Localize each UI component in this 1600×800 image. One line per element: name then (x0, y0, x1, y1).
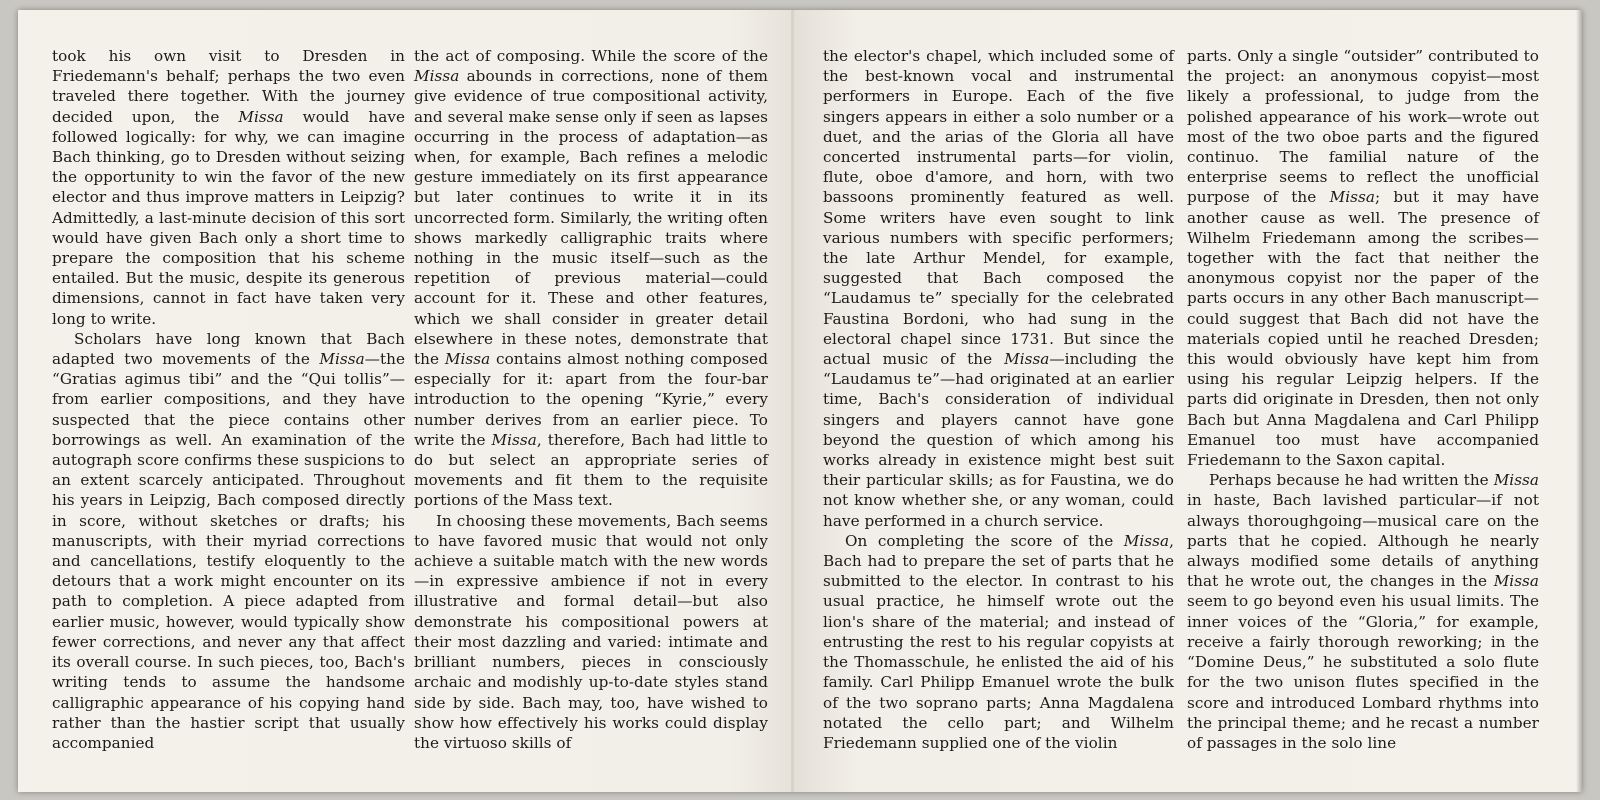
text-column-1 (52, 46, 405, 753)
left-page (18, 10, 792, 792)
text-column-2 (414, 46, 768, 753)
paragraph: the act of composing. While the score of the Missa abounds in corrections, none of them give evidence of true compositional activity, and several make sense only if seen as lapses occurring in the process of adaptation—as when, for example, Bach refines a melodic gesture immediately on its first appearance but later continues to write it in its uncorrected form. Similarly, the writing often shows markedly calligraphic traits where nothing in the music itself—such as the repetition of previous material—could account for it. These and other features, which we shall consider in greater detail elsewhere in these notes, demonstrate that the Missa contains almost nothing composed especially for it: apart from the four-bar introduction to the opening “Kyrie,” every number derives from an earlier piece. To write the Missa, therefore, Bach had little to do but select an appropriate series of movements and fit them to the requisite portions of the Mass text. (414, 47, 768, 510)
text-column-4 (1187, 46, 1539, 753)
paragraph: parts. Only a single “outsider” contributed to the project: an anonymous copyist—most likely a professional, to judge from the polished appearance of his work—wrote out most of the two oboe parts and the figured continuo. The familial nature of the enterprise seems to reflect the unofficial purpose of the Missa; but it may have another cause as well. The presence of Wilhelm Friedemann among the scribes—together with the fact that neither the anonymous copyist nor the paper of the parts occurs in any other Bach manuscript—could suggest that Bach did not have the materials copied until he reached Dresden; this would obviously have kept him from using his regular Leipzig helpers. If the parts did originate in Dresden, then not only Bach but Anna Magdalena and Carl Philipp Emanuel too must have accompanied Friedemann to the Saxon capital. (1187, 47, 1539, 470)
paragraph: took his own visit to Dresden in Friedemann's behalf; perhaps the two even traveled there together. With the journey decided upon, the Missa would have followed logically: for why, we can imagine Bach thinking, go to Dresden without seizing the opportunity to win the favor of the new elector and thus improve matters in Leipzig? Admittedly, a last-minute decision of this sort would have given Bach only a short time to prepare the composition that his scheme entailed. But the music, despite its generous dimensions, cannot in fact have taken very long to write. (52, 47, 405, 328)
paragraph: the elector's chapel, which included some of the best-known vocal and instrumental performers in Europe. Each of the five singers appears in either a solo number or a duet, and the arias of the Gloria all have concerted instrumental parts—for violin, flute, oboe d'amore, and horn, with two bassoons prominently featured as well. Some writers have even sought to link various numbers with specific performers; the late Arthur Mendel, for example, suggested that Bach composed the “Laudamus te” specially for the celebrated Faustina Bordoni, who had sung in the electoral chapel since 1731. But since the actual music of the Missa—including the “Laudamus te”—had originated at an earlier time, Bach's consideration of individual singers and players cannot have gone beyond the question of which among his works already in existence might best suit their particular skills; as for Faustina, we do not know whether she, or any woman, could have performed in a church service. (823, 47, 1174, 530)
paragraph: On completing the score of the Missa, Bach had to prepare the set of parts that he submitted to the elector. In contrast to his usual practice, he himself wrote out the lion's share of the material; and instead of entrusting the rest to his regular copyists at the Thomasschule, he enlisted the aid of his family. Carl Philipp Emanuel wrote the bulk of the two soprano parts; Anna Magdalena notated the cello part; and Wilhelm Friedemann supplied one of the violin (823, 531, 1174, 752)
booklet-spread (18, 10, 1582, 792)
page-edge (1576, 10, 1582, 792)
paragraph: Scholars have long known that Bach adapted two movements of the Missa—the “Gratias agimus tibi” and the “Qui tollis”—from earlier compositions, and they have suspected that the piece contains other borrowings as well. An examination of the autograph score confirms these suspicions to an extent scarcely anticipated. Throughout his years in Leipzig, Bach composed directly in score, without sketches or drafts; his manuscripts, with their myriad corrections and cancellations, testify eloquently to the detours that a work might encounter on its path to completion. A piece adapted from earlier music, however, would typically show fewer corrections, and never any that affect its overall course. In such pieces, too, Bach's writing tends to assume the handsome calligraphic appearance of his copying hand rather than the hastier script that usually accompanied (52, 329, 405, 752)
text-column-3 (823, 46, 1174, 753)
paragraph: In choosing these movements, Bach seems to have favored music that would not only achieve a suitable match with the new words—in expressive ambience if not in every illustrative and formal detail—but also demonstrate his compositional powers at their most dazzling and varied: intimate and brilliant numbers, pieces in consciously archaic and modishly up-to-date styles stand side by side. Bach may, too, have wished to show how effectively his works could display the virtuoso skills of (414, 511, 768, 752)
paragraph: Perhaps because he had written the Missa in haste, Bach lavished particular—if not always thoroughgoing—musical care on the parts that he copied. Although he nearly always modified some details of anything that he wrote out, the changes in the Missa seem to go beyond even his usual limits. The inner voices of the “Gloria,” for example, receive a fairly thorough reworking; in the “Domine Deus,” he substituted a solo flute for the two unison flutes specified in the score and introduced Lombard rhythms into the principal theme; and he recast a number of passages in the solo line (1187, 471, 1539, 752)
